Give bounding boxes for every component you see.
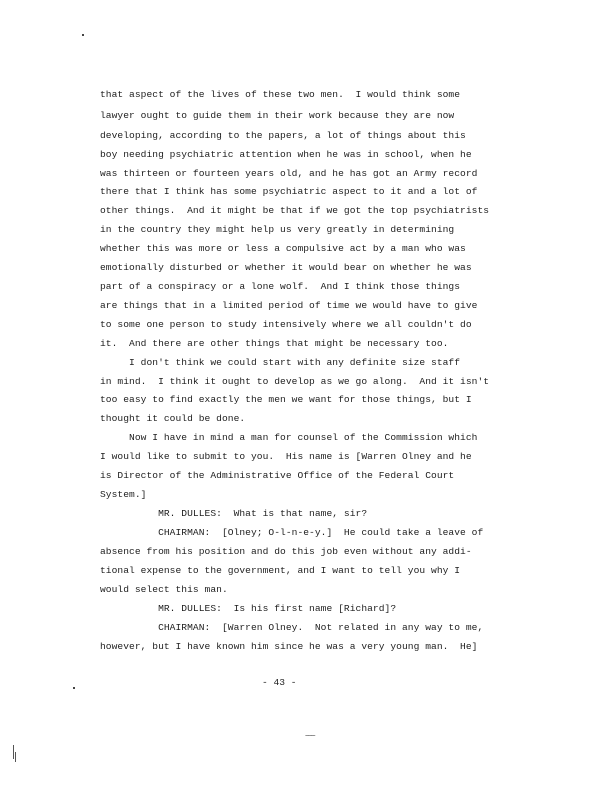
scan-scratch xyxy=(15,752,16,762)
text-line: it. And there are other things that might be necessary too. xyxy=(100,338,449,349)
text-line: part of a conspiracy or a lone wolf. And I think those things xyxy=(100,281,461,292)
text-line: to some one person to study intensively where we all couldn't do xyxy=(100,319,472,330)
text-line: would select this man. xyxy=(100,584,228,595)
speaker-line: CHAIRMAN: [Olney; O-l-n-e-y.] He could take a leave of xyxy=(100,527,484,538)
text-line: is Director of the Administrative Office of the Federal Court xyxy=(100,470,455,481)
text-line: absence from his position and do this job even without any addi- xyxy=(100,546,472,557)
text-line: was thirteen or fourteen years old, and he has got an Army record xyxy=(100,168,478,179)
text-line: however, but I have known him since he was a very young man. He] xyxy=(100,641,478,652)
text-line: too easy to find exactly the men we want for those things, but I xyxy=(100,394,472,405)
text-line: System.] xyxy=(100,489,147,500)
text-line: in mind. I think it ought to develop as we go along. And it isn't xyxy=(100,376,490,387)
page-number: - 43 - xyxy=(262,677,297,688)
speaker-line: CHAIRMAN: [Warren Olney. Not related in any way to me, xyxy=(100,622,484,633)
text-line: Now I have in mind a man for counsel of the Commission which xyxy=(100,432,478,443)
text-line: lawyer ought to guide them in their work because they are now xyxy=(100,110,455,121)
footer-mark: ~~~ xyxy=(305,733,315,741)
text-line: emotionally disturbed or whether it would bear on whether he was xyxy=(100,262,472,273)
text-line: in the country they might help us very greatly in determining xyxy=(100,224,455,235)
text-line: thought it could be done. xyxy=(100,413,246,424)
text-line: boy needing psychiatric attention when he was in school, when he xyxy=(100,149,472,160)
text-line: I don't think we could start with any definite size staff xyxy=(100,357,461,368)
scan-speck xyxy=(73,687,75,689)
text-line: are things that in a limited period of time we would have to give xyxy=(100,300,478,311)
text-line: tional expense to the government, and I want to tell you why I xyxy=(100,565,461,576)
speaker-line: MR. DULLES: Is his first name [Richard]? xyxy=(100,603,397,614)
text-line: developing, according to the papers, a lot of things about this xyxy=(100,130,466,141)
text-line: whether this was more or less a compulsive act by a man who was xyxy=(100,243,466,254)
speaker-line: MR. DULLES: What is that name, sir? xyxy=(100,508,368,519)
text-line: that aspect of the lives of these two men. I would think some xyxy=(100,89,461,100)
scan-speck xyxy=(82,34,84,36)
text-line: there that I think has some psychiatric aspect to it and a lot of xyxy=(100,186,478,197)
scan-scratch xyxy=(13,745,14,759)
text-line: other things. And it might be that if we got the top psychiatrists xyxy=(100,205,490,216)
text-line: I would like to submit to you. His name is [Warren Olney and he xyxy=(100,451,472,462)
